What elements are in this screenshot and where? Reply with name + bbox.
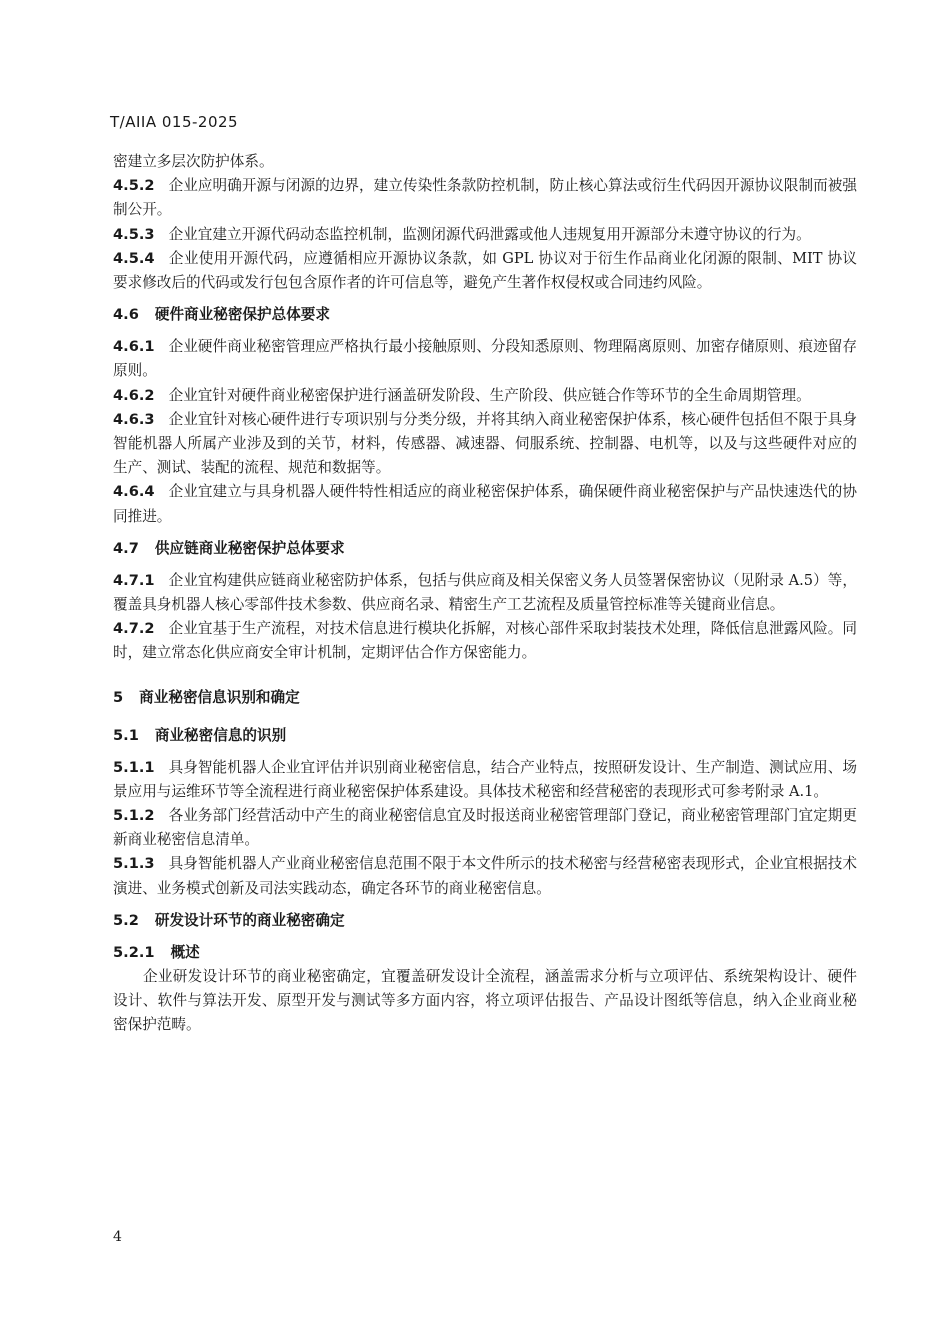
clause-4-7-2 — [113, 617, 857, 665]
section-heading-4-7 — [113, 537, 857, 561]
clause-number: 4.5.4 — [113, 249, 155, 267]
clause-4-5-4 — [113, 247, 857, 295]
clause-4-5-3 — [113, 223, 857, 247]
clause-number: 4.5.3 — [113, 225, 155, 243]
section-number: 5.2 — [113, 911, 139, 929]
clause-number: 4.6.1 — [113, 338, 155, 356]
chapter-heading-5 — [113, 686, 857, 710]
clause-number: 5.1.1 — [113, 758, 155, 776]
subsection-title: 概述 — [170, 943, 200, 961]
clause-4-5-2 — [113, 174, 857, 222]
clause-text: 企业宜基于生产流程，对技术信息进行模块化拆解，对核心部件采取封装技术处理，降低信息泄露风险。同时，建立常态化供应商安全审计机制，定期评估合作方保密能力。 — [113, 620, 857, 662]
clause-5-1-3 — [113, 852, 857, 900]
section-heading-4-6 — [113, 303, 857, 327]
clause-4-6-2 — [113, 384, 857, 408]
clause-number: 4.5.2 — [113, 177, 155, 195]
section-title: 研发设计环节的商业秘密确定 — [154, 911, 345, 929]
clause-5-1-2 — [113, 804, 857, 852]
section-title: 硬件商业秘密保护总体要求 — [154, 306, 330, 324]
clause-text: 具身智能机器人产业商业秘密信息范围不限于本文件所示的技术秘密与经营秘密表现形式，企业宜根据技术演进、业务模式创新及司法实践动态，确定各环节的商业秘密信息。 — [113, 855, 857, 897]
clause-text: 企业硬件商业秘密管理应严格执行最小接触原则、分段知悉原则、物理隔离原则、加密存储原则、痕迹留存原则。 — [113, 338, 857, 380]
section-number: 4.7 — [113, 539, 139, 557]
clause-text: 企业宜建立开源代码动态监控机制，监测闭源代码泄露或他人违规复用开源部分未遵守协议的行为。 — [168, 225, 811, 243]
clause-number: 5.1.2 — [113, 807, 155, 825]
document-body — [113, 150, 857, 1037]
clause-number: 4.6.4 — [113, 483, 155, 501]
clause-number: 4.7.2 — [113, 620, 155, 638]
section-title: 供应链商业秘密保护总体要求 — [154, 539, 345, 557]
clause-5-1-1 — [113, 756, 857, 804]
clause-text: 企业宜构建供应链商业秘密防护体系，包括与供应商及相关保密义务人员签署保密协议（见附录 A.5）等，覆盖具身机器人核心零部件技术参数、供应商名录、精密生产工艺流程及质量管控标准等关键商业信息。 — [113, 571, 857, 614]
paragraph-continuation: 密建立多层次防护体系。 — [113, 153, 274, 170]
chapter-number: 5 — [113, 688, 124, 706]
subsection-number: 5.2.1 — [113, 943, 155, 961]
section-number: 5.1 — [113, 726, 139, 744]
clause-number: 4.6.3 — [113, 410, 155, 428]
clause-text: 具身智能机器人企业宜评估并识别商业秘密信息，结合产业特点，按照研发设计、生产制造、测试应用、场景应用与运维环节等全流程进行商业秘密保护体系建设。具体技术秘密和经营秘密的表现形式可参考附录 A.1。 — [113, 758, 857, 800]
chapter-title: 商业秘密信息识别和确定 — [139, 688, 300, 706]
body-paragraph: 企业研发设计环节的商业秘密确定，宜覆盖研发设计全流程，涵盖需求分析与立项评估、系统架构设计、硬件设计、软件与算法开发、原型开发与测试等多方面内容，将立项评估报告、产品设计图纸等信息，纳入企业商业秘密保护范畴。 — [113, 967, 857, 1034]
subheading-5-2-1 — [113, 941, 857, 965]
clause-4-7-1 — [113, 569, 857, 617]
clause-text: 企业使用开源代码，应遵循相应开源协议条款，如 GPL 协议对于衍生作品商业化闭源的限制、MIT 协议要求修改后的代码或发行包包含原作者的许可信息等，避免产生著作权侵权或合同违约风险。 — [113, 249, 857, 292]
clause-text: 企业宜建立与具身机器人硬件特性相适应的商业秘密保护体系，确保硬件商业秘密保护与产品快速迭代的协同推进。 — [113, 483, 857, 525]
clause-4-6-3 — [113, 408, 857, 481]
section-heading-5-1 — [113, 724, 857, 748]
clause-number: 4.6.2 — [113, 386, 155, 404]
clause-text: 企业宜针对硬件商业秘密保护进行涵盖研发阶段、生产阶段、供应链合作等环节的全生命周期管理。 — [168, 386, 811, 404]
clause-text: 企业宜针对核心硬件进行专项识别与分类分级，并将其纳入商业秘密保护体系，核心硬件包括但不限于具身智能机器人所属产业涉及到的关节，材料，传感器、减速器、伺服系统、控制器、电机等，以及与这些硬件对应的生产、测试、装配的流程、规范和数据等。 — [113, 410, 857, 477]
clause-4-6-1 — [113, 335, 857, 383]
clause-number: 4.7.1 — [113, 571, 155, 589]
document-code: T/AIIA 015-2025 — [110, 113, 239, 131]
clause-text: 企业应明确开源与闭源的边界，建立传染性条款防控机制，防止核心算法或衍生代码因开源协议限制而被强制公开。 — [113, 177, 857, 219]
clause-number: 5.1.3 — [113, 855, 155, 873]
clause-text: 各业务部门经营活动中产生的商业秘密信息宜及时报送商业秘密管理部门登记，商业秘密管理部门宜定期更新商业秘密信息清单。 — [113, 807, 857, 849]
clause-4-6-4 — [113, 480, 857, 528]
section-number: 4.6 — [113, 306, 139, 324]
page-number: 4 — [113, 1229, 122, 1245]
section-title: 商业秘密信息的识别 — [154, 726, 287, 744]
section-heading-5-2 — [113, 909, 857, 933]
